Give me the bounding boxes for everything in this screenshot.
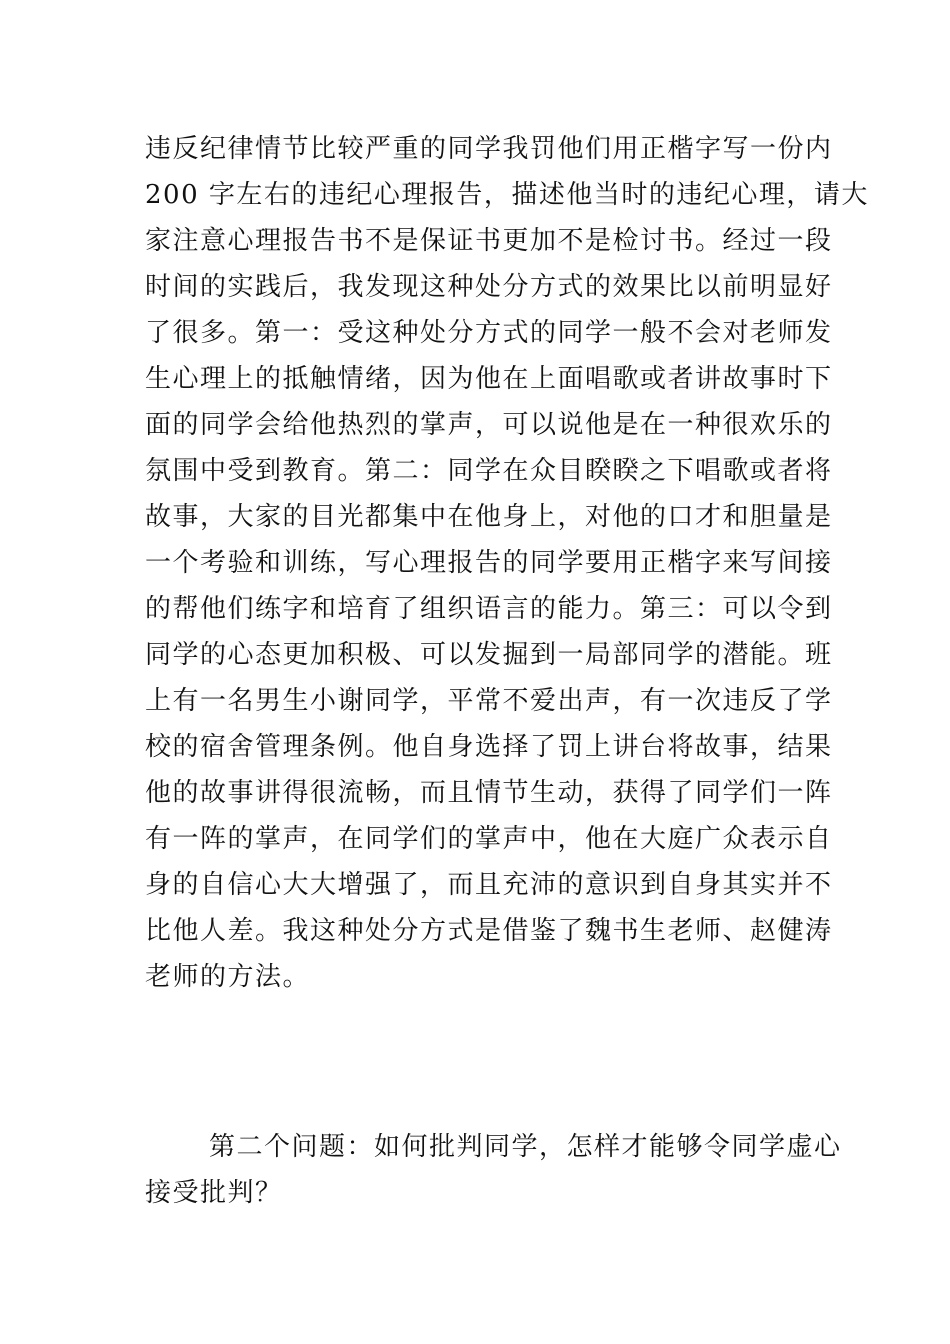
paragraph-line: 老师的方法。 xyxy=(145,962,311,992)
question-line: 第二个问题：如何批判同学，怎样才能够令同学虚心 xyxy=(209,1132,842,1162)
paragraph-second-question xyxy=(145,1124,842,1216)
paragraph-line: 氛围中受到教育。第二：同学在众目睽睽之下唱歌或者将 xyxy=(145,456,833,486)
paragraph-line: 的帮他们练字和培育了组织语言的能力。第三：可以令到 xyxy=(145,594,833,624)
paragraph-line: 面的同学会给他热烈的掌声，可以说他是在一种很欢乐的 xyxy=(145,410,833,440)
paragraph-line: 一个考验和训练，写心理报告的同学要用正楷字来写间接 xyxy=(145,548,833,578)
paragraph-line: 200 字左右的违纪心理报告，描述他当时的违纪心理，请大 xyxy=(145,180,869,210)
paragraph-line: 身的自信心大大增强了，而且充沛的意识到自身其实并不 xyxy=(145,870,833,900)
paragraph-line: 他的故事讲得很流畅，而且情节生动，获得了同学们一阵 xyxy=(145,778,833,808)
paragraph-line: 时间的实践后，我发现这种处分方式的效果比以前明显好 xyxy=(145,272,833,302)
paragraph-line: 有一阵的掌声，在同学们的掌声中，他在大庭广众表示自 xyxy=(145,824,833,854)
paragraph-line: 比他人差。我这种处分方式是借鉴了魏书生老师、赵健涛 xyxy=(145,916,833,946)
paragraph-discipline-method xyxy=(145,126,869,1000)
paragraph-line: 家注意心理报告书不是保证书更加不是检讨书。经过一段 xyxy=(145,226,833,256)
paragraph-line: 了很多。第一：受这种处分方式的同学一般不会对老师发 xyxy=(145,318,833,348)
paragraph-line: 故事，大家的目光都集中在他身上，对他的口才和胆量是 xyxy=(145,502,833,532)
question-line: 接受批判？ xyxy=(145,1178,283,1208)
paragraph-line: 生心理上的抵触情绪，因为他在上面唱歌或者讲故事时下 xyxy=(145,364,833,394)
paragraph-line: 违反纪律情节比较严重的同学我罚他们用正楷字写一份内 xyxy=(145,134,833,164)
paragraph-line: 同学的心态更加积极、可以发掘到一局部同学的潜能。班 xyxy=(145,640,833,670)
paragraph-line: 上有一名男生小谢同学，平常不爱出声，有一次违反了学 xyxy=(145,686,833,716)
paragraph-line: 校的宿舍管理条例。他自身选择了罚上讲台将故事，结果 xyxy=(145,732,833,762)
